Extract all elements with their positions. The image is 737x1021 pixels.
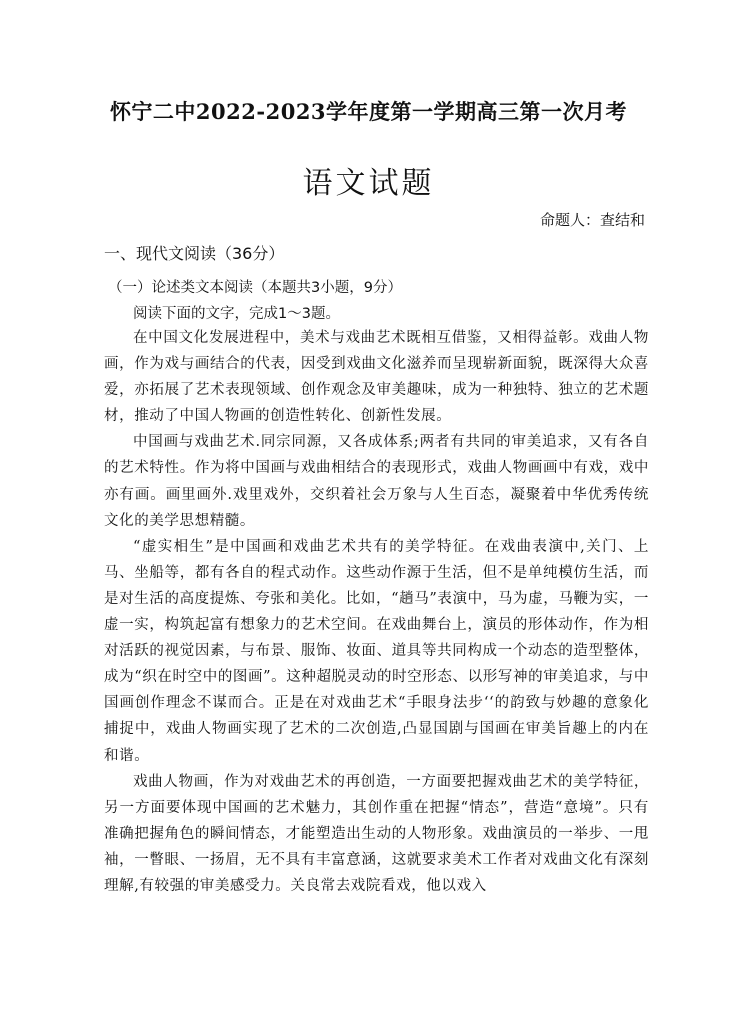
subject-title: 语文试题 — [302, 166, 435, 201]
article-body — [104, 325, 649, 899]
sub-section-heading: （一）论述类文本阅读（本题共3小题，9分） — [108, 280, 402, 296]
exam-title: 怀宁二中2022-2023学年度第一学期高三第一次月考 — [109, 99, 628, 124]
paragraph-1: 在中国文化发展进程中，美术与戏曲艺术既相互借鉴，又相得益彰。戏曲人物画，作为戏与画结合的代表，因受到戏曲文化滋养而呈现崭新面貌，既深得大众喜爱，亦拓展了艺术表现领域、创作观念及审美趣味，成为一种独特、独立的艺术题材，推动了中国人物画的创造性转化、创新性发展。 — [104, 330, 649, 425]
author-line: 命题人：查结和 — [539, 211, 645, 229]
section-heading: 一、现代文阅读（36分） — [104, 244, 285, 263]
paragraph-2: 中国画与戏曲艺术.同宗同源，又各成体系;两者有共同的审美追求，又有各自的艺术特性。作为将中国画与戏曲相结合的表现形式，戏曲人物画画中有戏，戏中亦有画。画里画外.戏里戏外，交织着社会万象与人生百态，凝聚着中华优秀传统文化的美学思想精髓。 — [104, 434, 649, 529]
reading-instruction: 阅读下面的文字，完成1～3题。 — [133, 306, 340, 322]
paragraph-4: 戏曲人物画，作为对戏曲艺术的再创造，一方面要把握戏曲艺术的美学特征，另一方面要体现中国画的艺术魅力，其创作重在把握“情态”，营造“意境”。只有准确把握角色的瞬间情态，才能塑造出生动的人物形象。戏曲演员的一举步、一甩袖，一瞥眼、一扬眉，无不具有丰富意涵，这就要求美术工作者对戏曲文化有深刻理解,有较强的审美感受力。关良常去戏院看戏，他以戏入 — [104, 773, 649, 894]
paragraph-3: “虚实相生”是中国画和戏曲艺术共有的美学特征。在戏曲表演中,关门、上马、坐船等，都有各自的程式动作。这些动作源于生活，但不是单纯模仿生活，而是对生活的高度提炼、夸张和美化。比如，“趟马”表演中，马为虚，马鞭为实，一虚一实，构筑起富有想象力的艺术空间。在戏曲舞台上，演员的形体动作，作为相对活跃的视觉因素，与布景、服饰、妆面、道具等共同构成一个动态的造型整体，成为“织在时空中的图画”。这种超脱灵动的时空形态、以形写神的审美追求，与中国画创作理念不谋而合。正是在对戏曲艺术“手眼身法步‘‘的韵致与妙趣的意象化捕捉中，戏曲人物画实现了艺术的二次创造,凸显国剧与国画在审美旨趣上的内在和谐。 — [104, 538, 649, 764]
